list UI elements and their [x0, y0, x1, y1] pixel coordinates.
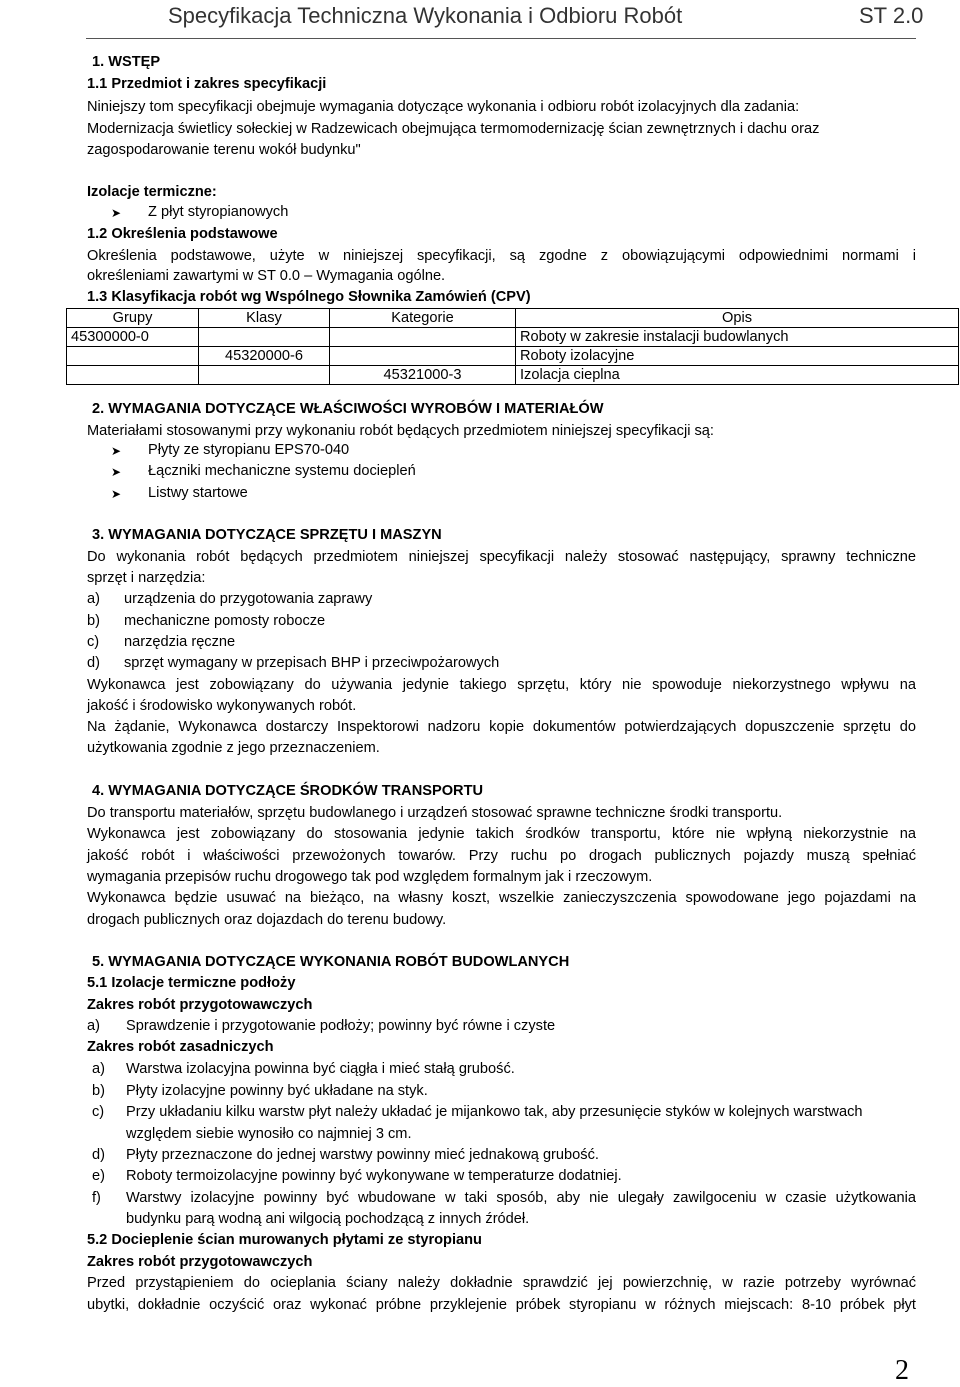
paragraph: Do transportu materiałów, sprzętu budowlanego i urządzeń stosować sprawne techniczne środki transportu. — [87, 805, 783, 821]
paragraph: Niniejszy tom specyfikacji obejmuje wymagania dotyczące wykonania i odbioru robót izolacyjnych dla zadania: — [87, 99, 800, 115]
section-4-heading: 4. WYMAGANIA DOTYCZĄCE ŚRODKÓW TRANSPORTU — [92, 783, 484, 799]
insulation-heading: Izolacje termiczne: — [87, 184, 217, 200]
list-item: Listwy startowe — [148, 485, 248, 501]
paragraph: jakość robót i właściwości przewożonych towarów. Przy ruchu po drogach publicznych pojazdy muszą spełniać — [87, 848, 916, 864]
table-cell — [199, 366, 330, 385]
table-cell — [199, 328, 330, 347]
paragraph: Na żądanie, Wykonawca dostarczy Inspektorowi nadzoru kopie dokumentów potwierdzających dopuszczenie sprzętu do — [87, 719, 916, 735]
arrow-bullet-icon: ➤ — [111, 444, 122, 458]
section-1-1-heading: 1.1 Przedmiot i zakres specyfikacji — [87, 76, 327, 92]
paragraph: Wykonawca jest zobowiązany do stosowania jedynie takich środków transportu, które nie wpłyną niekorzystnie na — [87, 826, 916, 842]
subheading: Zakres robót przygotowawczych — [87, 997, 313, 1013]
section-5-heading: 5. WYMAGANIA DOTYCZĄCE WYKONANIA ROBÓT BUDOWLANYCH — [92, 954, 570, 970]
header-code: ST 2.0 — [859, 3, 924, 28]
paragraph: ubytki, dokładnie oczyścić oraz wykonać próbne przyklejenie próbek styropianu w różnych miejscach: 8-10 próbek płyt — [87, 1297, 916, 1313]
list-item: Sprawdzenie i przygotowanie podłoży; powinny być równe i czyste — [126, 1018, 556, 1034]
table-cell — [67, 366, 199, 385]
table-cell — [67, 347, 199, 366]
list-item: Płyty izolacyjne powinny być układane na styk. — [126, 1083, 428, 1099]
paragraph: Przed przystąpieniem do ocieplania ściany należy dokładnie sprawdzić jej powierzchnię, w razie potrzeby wyrównać — [87, 1275, 916, 1291]
paragraph: Wykonawca będzie usuwać na bieżąco, na własny koszt, wszelkie zanieczyszczenia spowodowane jego pojazdami na — [87, 890, 916, 906]
paragraph: sprzęt i narzędzia: — [87, 570, 206, 586]
paragraph: wymagania przepisów ruchu drogowego tak pod względem formalnym jak i rzeczowym. — [87, 869, 653, 885]
table-cell: 45321000-3 — [330, 366, 516, 385]
list-item: Roboty termoizolacyjne powinny być wykonywane w temperaturze dodatniej. — [126, 1168, 622, 1184]
list-marker: d) — [87, 655, 100, 671]
table-row — [67, 366, 959, 385]
table-cell: 45300000-0 — [67, 328, 199, 347]
table-cell: Roboty izolacyjne — [516, 347, 959, 366]
paragraph: Materiałami stosowanymi przy wykonaniu robót będących przedmiotem niniejszej specyfikacji są: — [87, 423, 714, 439]
paragraph: użytkowania zgodnie z jego przeznaczeniem. — [87, 740, 380, 756]
paragraph: Wykonawca jest zobowiązany do używania jedynie takiego sprzętu, który nie spowoduje niekorzystnego wpływu na — [87, 677, 916, 693]
table-cell — [330, 328, 516, 347]
list-marker: e) — [92, 1168, 105, 1184]
header-divider — [86, 38, 916, 39]
list-marker: a) — [92, 1061, 105, 1077]
table-cell — [330, 347, 516, 366]
list-item-continuation: budynku parą wodną ani wilgocią pochodzącą z innych źródeł. — [126, 1211, 530, 1227]
table-header-cell: Kategorie — [330, 309, 516, 328]
table-header-cell: Klasy — [199, 309, 330, 328]
list-marker: c) — [92, 1104, 105, 1120]
paragraph: zagospodarowanie terenu wokół budynku" — [87, 142, 361, 158]
list-item: mechaniczne pomosty robocze — [124, 613, 326, 629]
list-item: Płyty ze styropianu EPS70-040 — [148, 442, 350, 458]
list-item-continuation: względem siebie wynosiło co najmniej 3 cm. — [126, 1126, 412, 1142]
list-item: Łączniki mechaniczne systemu dociepleń — [148, 463, 416, 479]
section-1-heading: 1. WSTĘP — [92, 54, 161, 70]
section-5-1-heading: 5.1 Izolacje termiczne podłoży — [87, 975, 296, 991]
cpv-table — [66, 308, 959, 385]
table-header-cell: Grupy — [67, 309, 199, 328]
list-item: sprzęt wymagany w przepisach BHP i przeciwpożarowych — [124, 655, 500, 671]
list-item: Z płyt styropianowych — [148, 204, 289, 220]
arrow-bullet-icon: ➤ — [111, 206, 122, 220]
table-header-row — [67, 309, 959, 328]
list-item: Warstwa izolacyjna powinna być ciągła i mieć stałą grubość. — [126, 1061, 515, 1077]
paragraph: Określenia podstawowe, użyte w niniejszej specyfikacji, są zgodne z obowiązującymi odpowiednimi normami i — [87, 248, 916, 264]
section-1-3-heading: 1.3 Klasyfikacja robót wg Wspólnego Słownika Zamówień (CPV) — [87, 289, 531, 305]
arrow-bullet-icon: ➤ — [111, 465, 122, 479]
list-marker: d) — [92, 1147, 105, 1163]
table-header-cell: Opis — [516, 309, 959, 328]
paragraph: określeniami zawartymi w ST 0.0 – Wymagania ogólne. — [87, 268, 446, 284]
section-2-heading: 2. WYMAGANIA DOTYCZĄCE WŁAŚCIWOŚCI WYROBÓW I MATERIAŁÓW — [92, 401, 604, 417]
table-cell: Roboty w zakresie instalacji budowlanych — [516, 328, 959, 347]
list-item: urządzenia do przygotowania zaprawy — [124, 591, 373, 607]
arrow-bullet-icon: ➤ — [111, 487, 122, 501]
paragraph: drogach publicznych oraz dojazdach do terenu budowy. — [87, 912, 447, 928]
header-title: Specyfikacja Techniczna Wykonania i Odbioru Robót — [168, 3, 683, 28]
subheading: Zakres robót przygotowawczych — [87, 1254, 313, 1270]
list-marker: f) — [92, 1190, 101, 1206]
table-row — [67, 347, 959, 366]
list-marker: a) — [87, 1018, 100, 1034]
section-1-2-heading: 1.2 Określenia podstawowe — [87, 226, 278, 242]
list-marker: b) — [92, 1083, 105, 1099]
list-item: narzędzia ręczne — [124, 634, 236, 650]
paragraph: Modernizacja świetlicy sołeckiej w Radzewicach obejmująca termomodernizację ścian zewnętrznych i dachu oraz — [87, 121, 820, 137]
table-cell: Izolacja cieplna — [516, 366, 959, 385]
list-item: Płyty przeznaczone do jednej warstwy powinny mieć jednakową grubość. — [126, 1147, 599, 1163]
paragraph: Do wykonania robót będących przedmiotem niniejszej specyfikacji należy stosować następujący, sprawny techniczne — [87, 549, 916, 565]
list-item: Przy układaniu kilku warstw płyt należy układać je mijankowo tak, aby przesunięcie styków w kolejnych warstwach — [126, 1104, 863, 1120]
list-marker: a) — [87, 591, 100, 607]
section-3-heading: 3. WYMAGANIA DOTYCZĄCE SPRZĘTU I MASZYN — [92, 527, 442, 543]
list-item: Warstwy izolacyjne powinny być wbudowane w taki sposób, aby nie ulegały zawilgoceniu w czasie użytkowania — [126, 1190, 916, 1206]
table-cell: 45320000-6 — [199, 347, 330, 366]
section-5-2-heading: 5.2 Docieplenie ścian murowanych płytami ze styropianu — [87, 1232, 482, 1248]
page-number: 2 — [895, 1355, 909, 1386]
paragraph: jakość i środowisko wykonywanych robót. — [87, 698, 357, 714]
list-marker: c) — [87, 634, 100, 650]
list-marker: b) — [87, 613, 100, 629]
subheading: Zakres robót zasadniczych — [87, 1039, 274, 1055]
table-row — [67, 328, 959, 347]
